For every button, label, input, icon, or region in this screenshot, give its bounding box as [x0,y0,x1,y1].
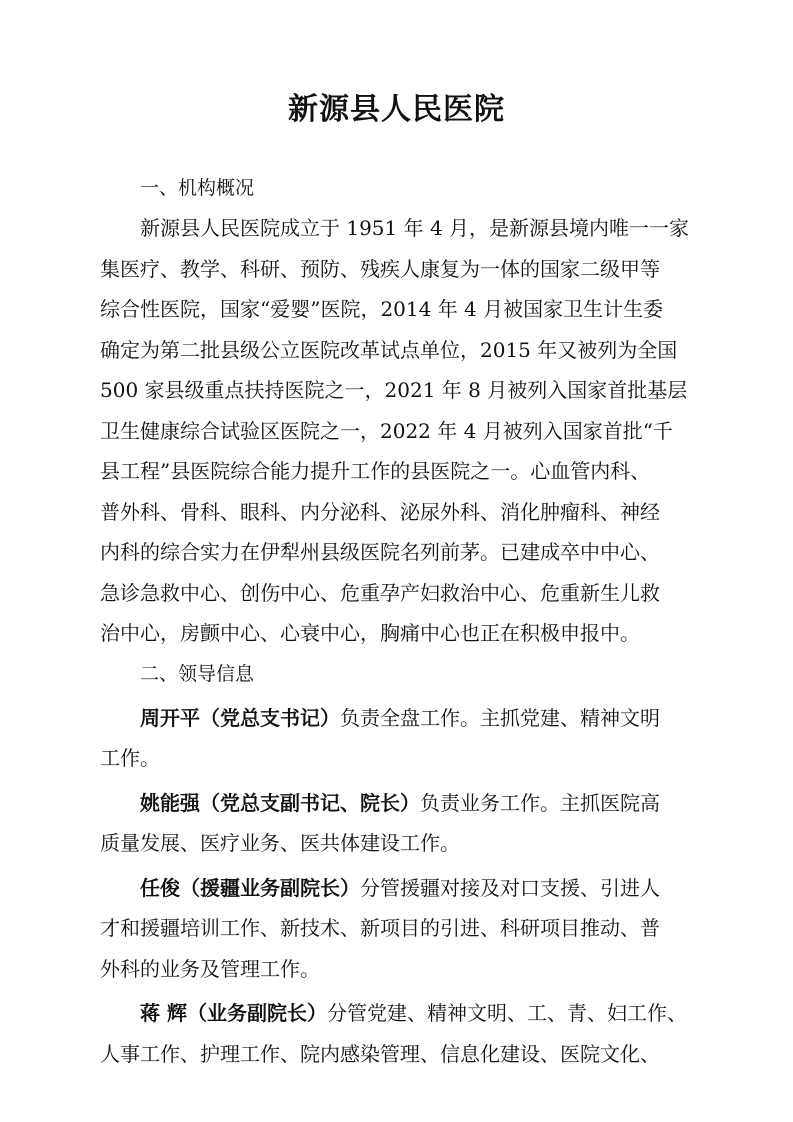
leader-name-title: 姚能强（党总支副书记、院长） [140,790,420,815]
document-body [100,168,696,1074]
section-heading-leadership: 二、领导信息 [140,662,255,685]
paragraph-line: 人事工作、护理工作、院内感染管理、信息化建设、医院文化、 [100,1041,660,1066]
leader-first-line [100,868,696,909]
paragraph-line: 500 家县级重点扶持医院之一，2021 年 8 月被列入国家首批基层 [100,378,688,402]
paragraph-line: 质量发展、医疗业务、医共体建设工作。 [100,831,460,855]
paragraph-line: 外科的业务及管理工作。 [100,956,320,981]
leader-entry [100,868,696,990]
paragraph-line: 综合性医院，国家“爱婴”医院，2014 年 4 月被国家卫生计生委 [100,297,664,321]
paragraph-line: 确定为第二批县级公立医院改革试点单位，2015 年又被列为全国 [100,337,678,362]
leader-entry [100,993,696,1074]
leader-entry [100,783,696,864]
overview-paragraph [100,208,696,654]
paragraph-line: 急诊急救中心、创伤中心、危重孕产妇救治中心、危重新生儿救 [100,580,660,605]
leader-first-line [100,783,696,824]
paragraph-line: 内科的综合实力在伊犁州县级医院名列前茅。已建成卒中中心、 [100,540,660,564]
paragraph-line: 新源县人民医院成立于 1951 年 4 月，是新源县境内唯一一家 [140,216,690,240]
leader-duty: 分管援疆对接及对口支援、引进人 [360,875,660,900]
leader-name-title: 蒋 辉（业务副院长） [140,1001,327,1025]
paragraph-line: 治中心，房颤中心、心衰中心，胸痛中心也正在积极申报中。 [100,621,640,645]
paragraph-line: 普外科、骨科、眼科、内分泌科、泌尿外科、消化肿瘤科、神经 [100,499,660,524]
leader-duty: 负责全盘工作。主抓党建、精神文明 [340,705,660,730]
leader-first-line [100,993,696,1034]
paragraph-line: 集医疗、教学、科研、预防、残疾人康复为一体的国家二级甲等 [100,256,660,281]
document-title: 新源县人民医院 [288,92,505,127]
leader-duty: 分管党建、精神文明、工、青、妇工作、 [326,1001,687,1025]
paragraph-line: 县工程”县医院综合能力提升工作的县医院之一。心血管内科、 [100,459,651,483]
leader-duty: 负责业务工作。主抓医院高 [420,790,660,815]
leader-name-title: 周开平（党总支书记） [140,705,340,730]
leader-entry [100,698,696,779]
paragraph-line: 卫生健康综合试验区医院之一，2022 年 4 月被列入国家首批“千 [100,418,673,443]
leader-name-title: 任俊（援疆业务副院长） [140,875,360,900]
paragraph-line: 才和援疆培训工作、新技术、新项目的引进、科研项目推动、普 [100,916,660,940]
paragraph-line: 工作。 [100,746,160,770]
leader-first-line [100,698,696,739]
section-heading-overview: 一、机构概况 [140,177,255,199]
